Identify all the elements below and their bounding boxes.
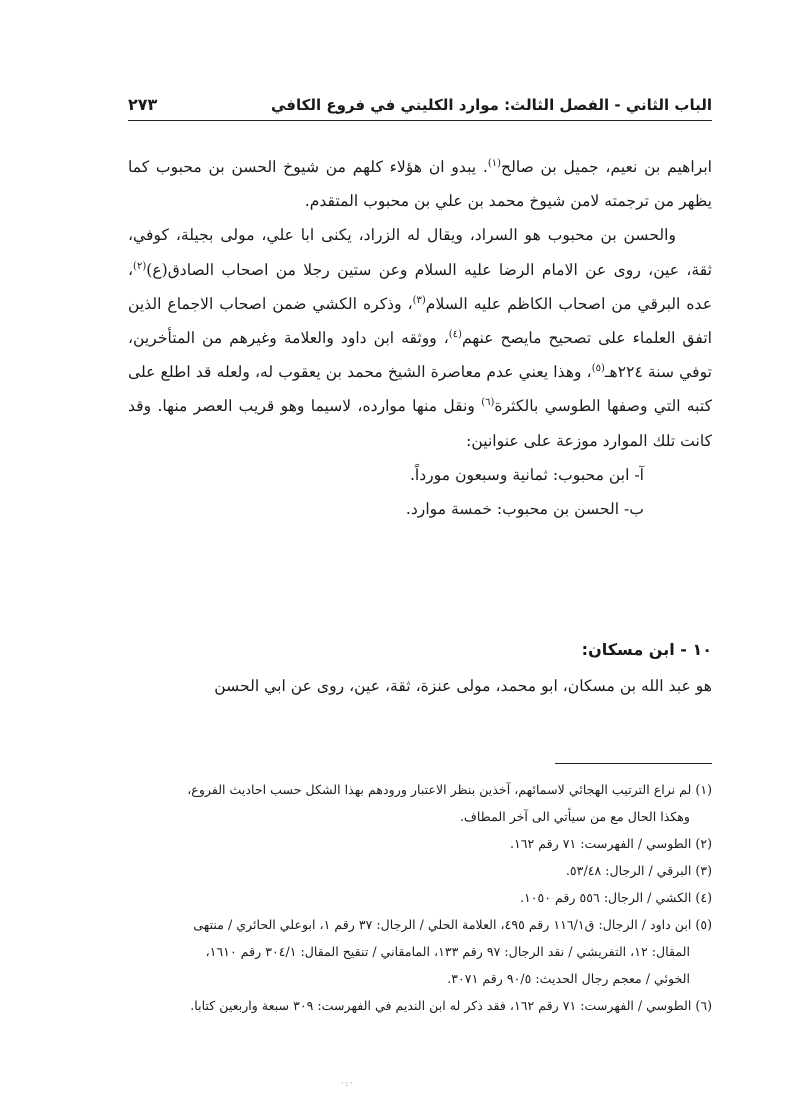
- section-body: هو عبد الله بن مسكان، ابو محمد، مولى عنزة، ثقة، عين، روى عن ابي الحسن: [214, 677, 712, 695]
- section-ibn-muskan: [128, 632, 712, 704]
- paragraph-2-text-d: ، ووثقه ابن داود والعلامة وغيرهم من المتأخرين، توفي سنة ٢٢٤هـ: [128, 329, 712, 382]
- footnote-ref-3[interactable]: (٣): [412, 294, 426, 306]
- footnote-ref-4[interactable]: (٤): [448, 328, 462, 340]
- footnote-3: (٣) البرقي / الرجال: ٥٣/٤٨.: [565, 863, 712, 878]
- section-heading: ١٠ - ابن مسكان:: [581, 640, 712, 659]
- paragraph-1-text-b: . يبدو ان هؤلاء كلهم من شيوخ الحسن بن محبوب كما يظهر من ترجمته لامن شيوخ محمد بن علي بن محبوب المتقدم.: [128, 158, 712, 211]
- main-body: [128, 150, 712, 526]
- footnote-ref-6[interactable]: (٦): [481, 397, 495, 409]
- footnote-separator: [555, 763, 712, 764]
- footnote-ref-2[interactable]: (٢): [133, 260, 147, 272]
- footnote-5-continuation-1: المقال: ١٢، التفريشي / نقد الرجال: ٩٧ رقم ١٣٣، المامقاني / تنقيح المقال: ٣٠٤/١ رقم ١٦١٠،: [205, 944, 690, 959]
- paragraph-2-text-e: ، وهذا يعني عدم معاصرة الشيخ محمد بن يعقوب له، ولعله قد اطلع على كتبه التي وصفها الطوسي بالكثرة: [128, 363, 712, 416]
- footnote-5: (٥) ابن داود / الرجال: ق١١٦/١ رقم ٤٩٥، العلامة الحلي / الرجال: ٣٧ رقم ١، ابوعلي الحائري / منتهى: [193, 917, 712, 932]
- page-number: ٢٧٣: [128, 95, 158, 114]
- footnote-2: (٢) الطوسي / الفهرست: ٧١ رقم ١٦٢.: [509, 836, 712, 851]
- chapter-title: الباب الثاني - الفصل الثالث: موارد الكليني في فروع الكافي: [271, 96, 712, 114]
- paragraph-1: [128, 150, 712, 218]
- footnote-6: (٦) الطوسي / الفهرست: ٧١ رقم ١٦٢، فقد ذكر له ابن النديم في الفهرست: ٣٠٩ سبعة واربعين كتابا.: [190, 998, 712, 1013]
- paragraph-2-text-a: والحسن بن محبوب هو السراد، ويقال له الزراد، يكنى ابا علي، مولى بجيلة، كوفي، ثقة، عين، روى عن الامام الرضا عليه السلام وعن ستين رجلا من اصحاب الصادق(ع): [128, 226, 712, 279]
- paragraph-2-text-b: ، عده البرقي من اصحاب الكاظم عليه السلام: [128, 260, 712, 313]
- running-header: [128, 84, 712, 121]
- footnotes: [128, 776, 712, 1019]
- footnote-1: (١) لم نراع الترتيب الهجائي لاسمائهم، آخذين بنظر الاعتبار ورودهم بهذا الشكل حسب احاديث الفروع،: [187, 782, 712, 797]
- footnote-ref-1[interactable]: (١): [487, 157, 502, 169]
- list-item-a: آ- ابن محبوب: ثمانية وسبعون مورداً.: [409, 465, 644, 484]
- scan-speck: ·:·: [341, 1079, 355, 1088]
- footnote-1-continuation: وهكذا الحال مع من سيأتي الى آخر المطاف.: [459, 809, 690, 824]
- paragraph-2-text-c: ، وذكره الكشي ضمن اصحاب الاجماع الذين اتفق العلماء على تصحيح مايصح عنهم: [128, 294, 712, 348]
- footnote-4: (٤) الكشي / الرجال: ٥٥٦ رقم ١٠٥٠.: [519, 890, 712, 905]
- list-item-b: ب- الحسن بن محبوب: خمسة موارد.: [405, 500, 644, 519]
- footnote-ref-5[interactable]: (٥): [591, 363, 605, 375]
- paragraph-1-text-a: ابراهيم بن نعيم، جميل بن صالح: [501, 158, 712, 176]
- footnote-5-continuation-2: الخوئي / معجم رجال الحديث: ٩٠/٥ رقم ٣٠٧١.: [447, 971, 690, 986]
- paragraph-2: [128, 218, 712, 457]
- paragraph-2-text-f: ونقل منها موارده، لاسيما وهو قريب العصر منها. وقد كانت تلك الموارد موزعة على عنوانين:: [128, 397, 712, 450]
